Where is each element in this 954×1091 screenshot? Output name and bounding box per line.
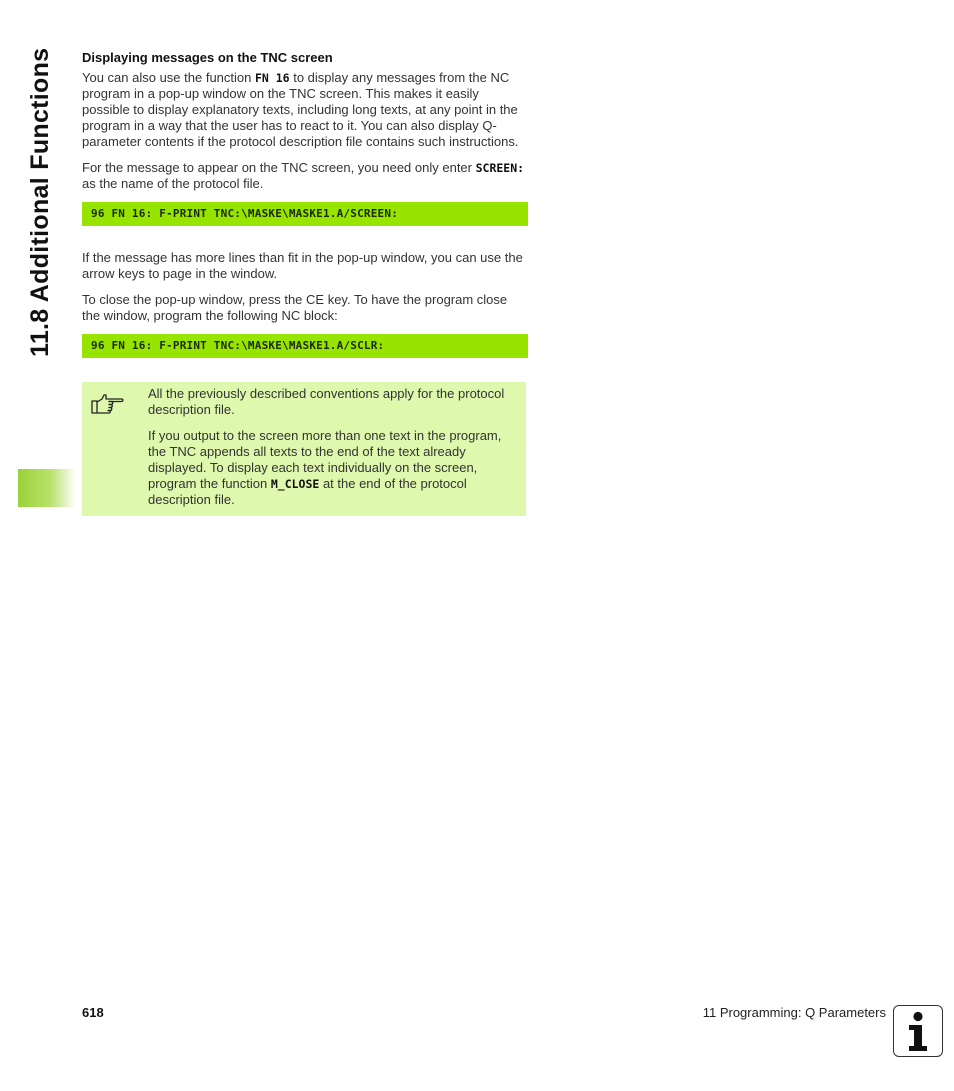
m-close-code: M_CLOSE [270,477,320,491]
screen-code: SCREEN: [475,161,525,175]
note-box [82,382,526,516]
note-text-b: at the end of the protocol description file. [148,476,467,507]
arrow-keys-paragraph: If the message has more lines than fit in the pop-up window, you can use the arrow keys to page in the window. [82,250,523,281]
info-icon [893,1005,943,1057]
intro-paragraph [82,70,528,150]
chapter-section-title [22,47,58,362]
chapter-tab-marker [18,469,76,507]
note-text-a: If you output to the screen more than one text in the program, the TNC appends all texts to the end of the text already displayed. To display each text individually on the screen, program the function [148,428,502,491]
fn16-code: FN 16 [254,71,290,85]
section-heading: Displaying messages on the TNC screen [82,50,333,65]
screen-text-a: For the message to appear on the TNC screen, you need only enter [82,160,476,175]
main-content [82,50,528,516]
intro-text-b: to display any messages from the NC program in a pop-up window on the TNC screen. This makes it easily possible to display explanatory texts, including long texts, at any point in the program in a way that the user has to react to it. You can also display Q-parameter contents if the protocol description file contains such instructions. [82,70,519,149]
pointing-hand-icon [90,392,126,416]
screen-paragraph [82,160,528,192]
intro-text-a: You can also use the function [82,70,255,85]
page-number: 618 [82,1005,104,1020]
nc-block-sclr: 96 FN 16: F-PRINT TNC:\MASKE\MASKE1.A/SCLR: [82,334,528,358]
screen-text-b: as the name of the protocol file. [82,176,264,191]
close-window-paragraph: To close the pop-up window, press the CE key. To have the program close the window, program the following NC block: [82,292,508,323]
nc-block-screen: 96 FN 16: F-PRINT TNC:\MASKE\MASKE1.A/SCREEN: [82,202,528,226]
note-paragraph-1: All the previously described conventions apply for the protocol description file. [148,386,505,417]
section-title-text: 11.8 Additional Functions [26,47,54,357]
chapter-footer: 11 Programming: Q Parameters [702,1005,886,1020]
note-paragraph-2 [148,428,512,508]
